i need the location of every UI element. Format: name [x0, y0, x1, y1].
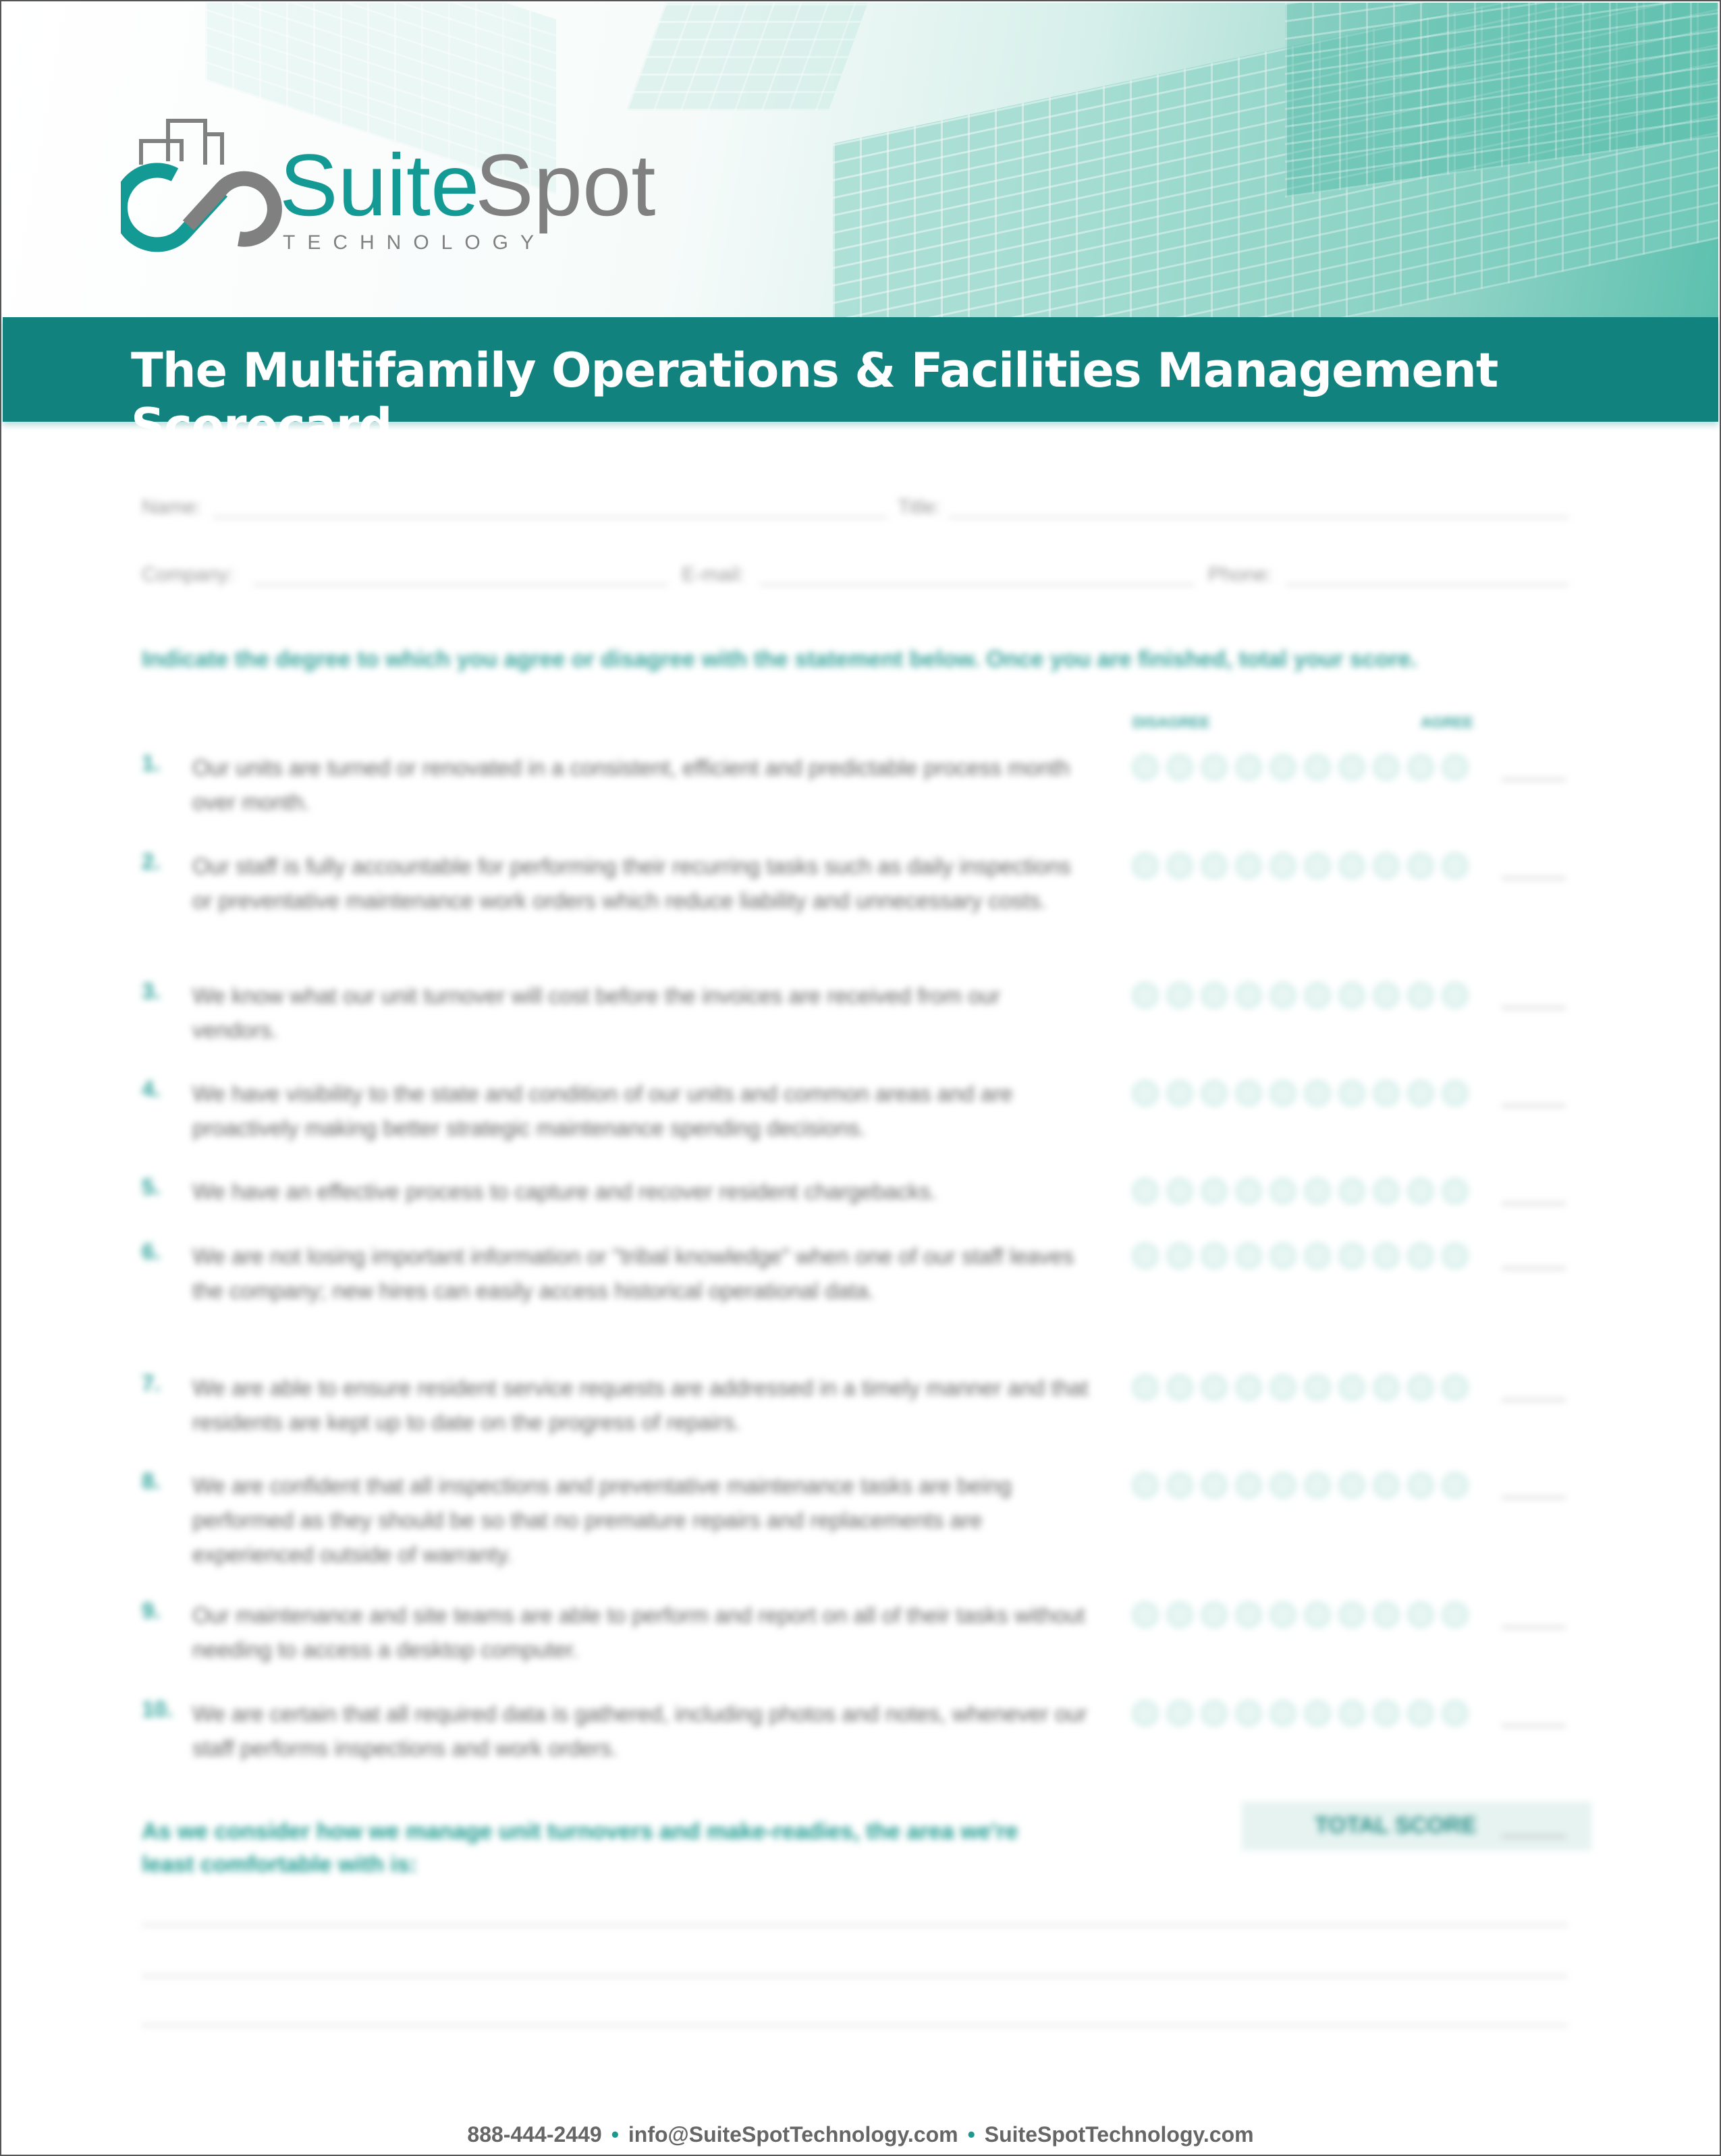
- question-number: 6.: [142, 1239, 161, 1264]
- question-text: We have an effective process to capture and recover resident chargebacks.: [192, 1179, 937, 1204]
- question-score-field[interactable]: [1502, 1203, 1566, 1205]
- answer-line-1[interactable]: [142, 1924, 1568, 1926]
- rating-radio[interactable]: [1339, 1602, 1365, 1628]
- rating-radio[interactable]: [1373, 1701, 1399, 1726]
- question-number: 4.: [142, 1076, 161, 1101]
- rating-scale: [1132, 1602, 1468, 1628]
- company-label: Company:: [142, 563, 234, 586]
- question-score-field[interactable]: [1502, 877, 1566, 879]
- suitespot-logo: [121, 114, 674, 262]
- rating-radio[interactable]: [1132, 1375, 1158, 1400]
- rating-radio[interactable]: [1305, 1701, 1330, 1726]
- rating-radio[interactable]: [1408, 754, 1433, 780]
- rating-radio[interactable]: [1408, 983, 1433, 1008]
- rating-radio[interactable]: [1305, 754, 1330, 780]
- title-label: Title:: [898, 496, 941, 518]
- rating-radio[interactable]: [1408, 1602, 1433, 1628]
- rating-radio[interactable]: [1339, 1375, 1365, 1400]
- rating-scale: [1132, 1701, 1468, 1726]
- rating-radio[interactable]: [1408, 853, 1433, 879]
- answer-line-3[interactable]: [142, 2024, 1568, 2026]
- footer-email[interactable]: info@SuiteSpotTechnology.com: [628, 2122, 958, 2147]
- rating-radio[interactable]: [1167, 1178, 1193, 1204]
- name-field[interactable]: [213, 516, 887, 518]
- rating-radio[interactable]: [1373, 1243, 1399, 1269]
- scale-low-label: DISAGREE: [1132, 714, 1210, 731]
- email-label: E-mail:: [682, 563, 745, 586]
- rating-radio[interactable]: [1270, 1243, 1296, 1269]
- question-number: 8.: [142, 1468, 161, 1493]
- total-score-box: [1242, 1802, 1591, 1850]
- comfort-prompt: As we consider how we manage unit turnovers and make-readies, the area we're least comfortable with is:: [142, 1819, 1018, 1877]
- question-text: We know what our unit turnover will cost before the invoices are received from our vendors.: [192, 983, 1001, 1043]
- rating-scale: [1132, 1375, 1468, 1400]
- question-number: 10.: [142, 1696, 173, 1721]
- rating-radio[interactable]: [1373, 1472, 1399, 1498]
- rating-radio[interactable]: [1236, 754, 1261, 780]
- svg-text:Suite: Suite: [279, 136, 480, 234]
- question-text: We are able to ensure resident service requests are addressed in a timely manner and that residents are kept up to date on the progress of repairs.: [192, 1375, 1089, 1435]
- rating-radio[interactable]: [1167, 1602, 1193, 1628]
- rating-radio[interactable]: [1132, 754, 1158, 780]
- rating-radio[interactable]: [1408, 1080, 1433, 1106]
- rating-radio[interactable]: [1270, 1701, 1296, 1726]
- total-score-field[interactable]: [1502, 1835, 1566, 1837]
- rating-radio[interactable]: [1270, 754, 1296, 780]
- rating-radio[interactable]: [1339, 1472, 1365, 1498]
- rating-radio[interactable]: [1201, 1701, 1227, 1726]
- scale-high-label: AGREE: [1421, 714, 1474, 731]
- rating-radio[interactable]: [1270, 1472, 1296, 1498]
- total-score-label: TOTAL SCORE: [1315, 1813, 1477, 1838]
- footer-website[interactable]: SuiteSpotTechnology.com: [984, 2122, 1254, 2147]
- rating-radio[interactable]: [1236, 1243, 1261, 1269]
- rating-radio[interactable]: [1201, 1602, 1227, 1628]
- rating-radio[interactable]: [1270, 1178, 1296, 1204]
- question-text: Our maintenance and site teams are able to perform and report on all of their tasks without needing to access a desktop computer.: [192, 1603, 1085, 1662]
- rating-scale: [1132, 1178, 1468, 1204]
- question-text: We are certain that all required data is gathered, including photos and notes, whenever our staff performs inspections and work orders.: [192, 1701, 1087, 1761]
- rating-radio[interactable]: [1167, 1375, 1193, 1400]
- rating-radio[interactable]: [1339, 1080, 1365, 1106]
- header-image: [3, 3, 1718, 317]
- question-score-field[interactable]: [1502, 1725, 1566, 1727]
- email-field[interactable]: [759, 584, 1195, 586]
- phone-field[interactable]: [1286, 584, 1569, 586]
- rating-radio[interactable]: [1442, 1602, 1468, 1628]
- rating-radio[interactable]: [1442, 1243, 1468, 1269]
- svg-text:TECHNOLOGY: TECHNOLOGY: [283, 231, 547, 254]
- rating-radio[interactable]: [1201, 853, 1227, 879]
- rating-radio[interactable]: [1373, 754, 1399, 780]
- rating-radio[interactable]: [1339, 853, 1365, 879]
- rating-radio[interactable]: [1132, 1243, 1158, 1269]
- rating-radio[interactable]: [1167, 1080, 1193, 1106]
- footer: 888-444-2449 • info@SuiteSpotTechnology.com • SuiteSpotTechnology.com: [467, 2122, 1254, 2147]
- rating-radio[interactable]: [1201, 983, 1227, 1008]
- rating-radio[interactable]: [1408, 1178, 1433, 1204]
- rating-radio[interactable]: [1373, 853, 1399, 879]
- rating-scale: [1132, 853, 1468, 879]
- rating-scale: [1132, 1243, 1468, 1269]
- rating-radio[interactable]: [1132, 1602, 1158, 1628]
- question-number: 2.: [142, 849, 161, 874]
- rating-radio[interactable]: [1270, 853, 1296, 879]
- rating-radio[interactable]: [1236, 983, 1261, 1008]
- rating-radio[interactable]: [1201, 1080, 1227, 1106]
- rating-scale: [1132, 754, 1468, 780]
- rating-radio[interactable]: [1132, 1701, 1158, 1726]
- rating-radio[interactable]: [1305, 1472, 1330, 1498]
- rating-radio[interactable]: [1373, 1080, 1399, 1106]
- page-title: The Multifamily Operations & Facilities Management Scorecard: [131, 343, 1498, 453]
- rating-radio[interactable]: [1305, 1602, 1330, 1628]
- rating-radio[interactable]: [1236, 853, 1261, 879]
- rating-radio[interactable]: [1442, 1375, 1468, 1400]
- rating-radio[interactable]: [1132, 1080, 1158, 1106]
- rating-scale: [1132, 1080, 1468, 1106]
- rating-radio[interactable]: [1339, 983, 1365, 1008]
- rating-radio[interactable]: [1236, 1602, 1261, 1628]
- question-score-field[interactable]: [1502, 1399, 1566, 1401]
- question-score-field[interactable]: [1502, 1007, 1566, 1009]
- question-score-field[interactable]: [1502, 1105, 1566, 1107]
- rating-radio[interactable]: [1201, 1243, 1227, 1269]
- rating-radio[interactable]: [1201, 1375, 1227, 1400]
- rating-radio[interactable]: [1373, 983, 1399, 1008]
- question-score-field[interactable]: [1502, 1626, 1566, 1628]
- rating-radio[interactable]: [1270, 1080, 1296, 1106]
- rating-radio[interactable]: [1201, 754, 1227, 780]
- footer-phone[interactable]: 888-444-2449: [467, 2122, 602, 2147]
- rating-radio[interactable]: [1339, 754, 1365, 780]
- name-label: Name:: [142, 496, 202, 518]
- question-text: We are not losing important information or "tribal knowledge" when one of our staff leaves the company; new hires can easily access historical operational data.: [192, 1244, 1074, 1303]
- question-text: Our staff is fully accountable for performing their recurring tasks such as daily inspections or preventative maintenance work orders which reduce liability and unnecessary costs.: [192, 854, 1071, 913]
- rating-radio[interactable]: [1442, 853, 1468, 879]
- rating-radio[interactable]: [1132, 983, 1158, 1008]
- rating-radio[interactable]: [1236, 1472, 1261, 1498]
- rating-radio[interactable]: [1236, 1701, 1261, 1726]
- rating-radio[interactable]: [1442, 983, 1468, 1008]
- rating-radio[interactable]: [1339, 1178, 1365, 1204]
- rating-radio[interactable]: [1408, 1243, 1433, 1269]
- rating-radio[interactable]: [1167, 1243, 1193, 1269]
- question-score-field[interactable]: [1502, 1497, 1566, 1499]
- rating-radio[interactable]: [1167, 853, 1193, 879]
- rating-radio[interactable]: [1408, 1701, 1433, 1726]
- rating-radio[interactable]: [1201, 1472, 1227, 1498]
- rating-radio[interactable]: [1167, 983, 1193, 1008]
- rating-radio[interactable]: [1270, 1375, 1296, 1400]
- title-field[interactable]: [948, 516, 1569, 518]
- rating-radio[interactable]: [1305, 1178, 1330, 1204]
- rating-radio[interactable]: [1339, 1701, 1365, 1726]
- question-score-field[interactable]: [1502, 1267, 1566, 1269]
- rating-radio[interactable]: [1442, 1080, 1468, 1106]
- question-text: We have visibility to the state and condition of our units and common areas and are proactively making better strategic maintenance spending decisions.: [192, 1081, 1013, 1140]
- rating-radio[interactable]: [1339, 1243, 1365, 1269]
- rating-radio[interactable]: [1373, 1602, 1399, 1628]
- question-text: We are confident that all inspections and preventative maintenance tasks are being performed as they should be so that no premature repairs and replacements are experienced outside of warranty.: [192, 1473, 1012, 1567]
- rating-radio[interactable]: [1373, 1375, 1399, 1400]
- rating-radio[interactable]: [1167, 1472, 1193, 1498]
- rating-radio[interactable]: [1236, 1080, 1261, 1106]
- rating-radio[interactable]: [1132, 1178, 1158, 1204]
- rating-radio[interactable]: [1442, 754, 1468, 780]
- svg-text:Spot: Spot: [475, 136, 656, 234]
- rating-radio[interactable]: [1442, 1178, 1468, 1204]
- question-score-field[interactable]: [1502, 779, 1566, 781]
- rating-radio[interactable]: [1270, 1602, 1296, 1628]
- rating-radio[interactable]: [1236, 1178, 1261, 1204]
- rating-radio[interactable]: [1305, 983, 1330, 1008]
- rating-radio[interactable]: [1305, 1375, 1330, 1400]
- rating-radio[interactable]: [1442, 1472, 1468, 1498]
- question-number: 5.: [142, 1174, 161, 1199]
- instructions: Indicate the degree to which you agree or disagree with the statement below. Once you are finished, total your score.: [142, 646, 1417, 672]
- phone-label: Phone:: [1208, 563, 1273, 586]
- rating-radio[interactable]: [1132, 853, 1158, 879]
- question-number: 7.: [142, 1371, 161, 1395]
- rating-radio[interactable]: [1167, 754, 1193, 780]
- rating-radio[interactable]: [1408, 1472, 1433, 1498]
- rating-scale: [1132, 983, 1468, 1008]
- question-number: 9.: [142, 1598, 161, 1623]
- rating-radio[interactable]: [1305, 1080, 1330, 1106]
- rating-radio[interactable]: [1408, 1375, 1433, 1400]
- rating-radio[interactable]: [1442, 1701, 1468, 1726]
- rating-radio[interactable]: [1132, 1472, 1158, 1498]
- question-number: 3.: [142, 978, 161, 1003]
- question-text: Our units are turned or renovated in a consistent, efficient and predictable process month over month.: [192, 755, 1070, 814]
- rating-radio[interactable]: [1305, 853, 1330, 879]
- rating-scale: [1132, 1472, 1468, 1498]
- answer-line-2[interactable]: [142, 1975, 1568, 1977]
- rating-radio[interactable]: [1373, 1178, 1399, 1204]
- rating-radio[interactable]: [1167, 1701, 1193, 1726]
- rating-radio[interactable]: [1270, 983, 1296, 1008]
- rating-radio[interactable]: [1305, 1243, 1330, 1269]
- question-number: 1.: [142, 750, 161, 775]
- company-field[interactable]: [253, 584, 668, 586]
- rating-radio[interactable]: [1201, 1178, 1227, 1204]
- rating-radio[interactable]: [1236, 1375, 1261, 1400]
- title-banner: [3, 317, 1718, 453]
